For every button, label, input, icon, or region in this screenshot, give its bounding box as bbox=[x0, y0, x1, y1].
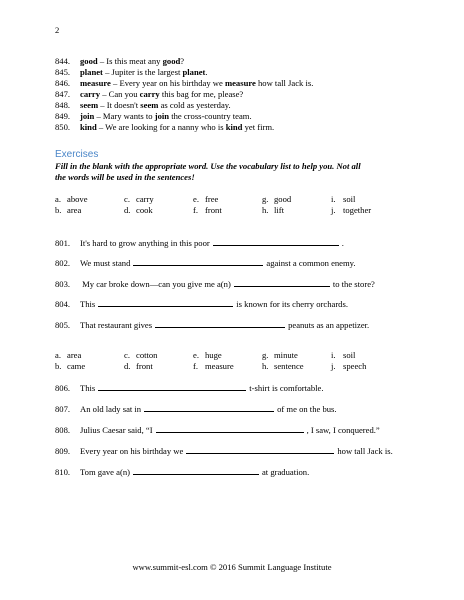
answer-blank[interactable] bbox=[98, 299, 233, 307]
answer-blank[interactable] bbox=[133, 258, 263, 266]
answer-blank[interactable] bbox=[98, 383, 246, 391]
vocab-line: 845. planet – Jupiter is the largest planet. bbox=[55, 67, 208, 77]
answer-blank[interactable] bbox=[144, 404, 274, 412]
word-bank-option: c. carry bbox=[124, 194, 154, 204]
answer-blank[interactable] bbox=[234, 279, 330, 287]
word-bank-option: a. above bbox=[55, 194, 88, 204]
vocab-line: 849. join – Mary wants to join the cross-country team. bbox=[55, 111, 252, 121]
word-bank-option: b. came bbox=[55, 361, 86, 371]
word-bank-option: h. lift bbox=[262, 205, 285, 215]
exercise-sentence: 808. Julius Caesar said, “I , I saw, I conquered.” bbox=[55, 425, 380, 435]
page-number: 2 bbox=[55, 25, 60, 35]
exercises-heading: Exercises bbox=[55, 149, 99, 160]
answer-blank[interactable] bbox=[156, 425, 304, 433]
exercise-sentence: 806. This t-shirt is comfortable. bbox=[55, 383, 324, 393]
answer-blank[interactable] bbox=[186, 446, 334, 454]
vocab-line: 850. kind – We are looking for a nanny who is kind yet firm. bbox=[55, 122, 275, 132]
word-bank-option: j. together bbox=[331, 205, 372, 215]
word-bank-option: i. soil bbox=[331, 194, 356, 204]
word-bank-option: e. huge bbox=[193, 350, 222, 360]
word-bank-option: g. good bbox=[262, 194, 292, 204]
page-footer: www.summit-esl.com © 2016 Summit Language Institute bbox=[132, 562, 332, 572]
word-bank-option: d. cook bbox=[124, 205, 153, 215]
word-bank-option: j. speech bbox=[331, 361, 367, 371]
instructions-line-2: the words will be used in the sentences! bbox=[55, 172, 195, 182]
word-bank-option: a. area bbox=[55, 350, 82, 360]
vocab-line: 846. measure – Every year on his birthday we measure how tall Jack is. bbox=[55, 78, 314, 88]
vocab-line: 848. seem – It doesn't seem as cold as yesterday. bbox=[55, 100, 231, 110]
vocab-line: 847. carry – Can you carry this bag for me, please? bbox=[55, 89, 244, 99]
exercise-sentence: 801. It's hard to grow anything in this poor . bbox=[55, 238, 344, 248]
exercise-sentence: 803. My car broke down—can you give me a(n) to the store? bbox=[55, 279, 375, 289]
vocab-line: 844. good – Is this meat any good? bbox=[55, 56, 185, 66]
answer-blank[interactable] bbox=[133, 467, 259, 475]
exercise-sentence: 804. This is known for its cherry orchards. bbox=[55, 299, 348, 309]
exercise-sentence: 805. That restaurant gives peanuts as an appetizer. bbox=[55, 320, 370, 330]
exercise-sentence: 809. Every year on his birthday we how tall Jack is. bbox=[55, 446, 393, 456]
exercise-sentence: 810. Tom gave a(n) at graduation. bbox=[55, 467, 310, 477]
word-bank-option: c. cotton bbox=[124, 350, 158, 360]
instructions-line-1: Fill in the blank with the appropriate word. Use the vocabulary list to help you. Not all bbox=[55, 161, 361, 171]
word-bank-option: b. area bbox=[55, 205, 82, 215]
word-bank-option: f. measure bbox=[193, 361, 234, 371]
word-bank-option: e. free bbox=[193, 194, 219, 204]
word-bank-option: g. minute bbox=[262, 350, 298, 360]
word-bank-option: h. sentence bbox=[262, 361, 304, 371]
exercise-sentence: 802. We must stand against a common enemy. bbox=[55, 258, 356, 268]
answer-blank[interactable] bbox=[213, 238, 339, 246]
word-bank-option: f. front bbox=[193, 205, 222, 215]
word-bank-option: d. front bbox=[124, 361, 153, 371]
word-bank-option: i. soil bbox=[331, 350, 356, 360]
exercise-sentence: 807. An old lady sat in of me on the bus. bbox=[55, 404, 337, 414]
answer-blank[interactable] bbox=[155, 320, 285, 328]
